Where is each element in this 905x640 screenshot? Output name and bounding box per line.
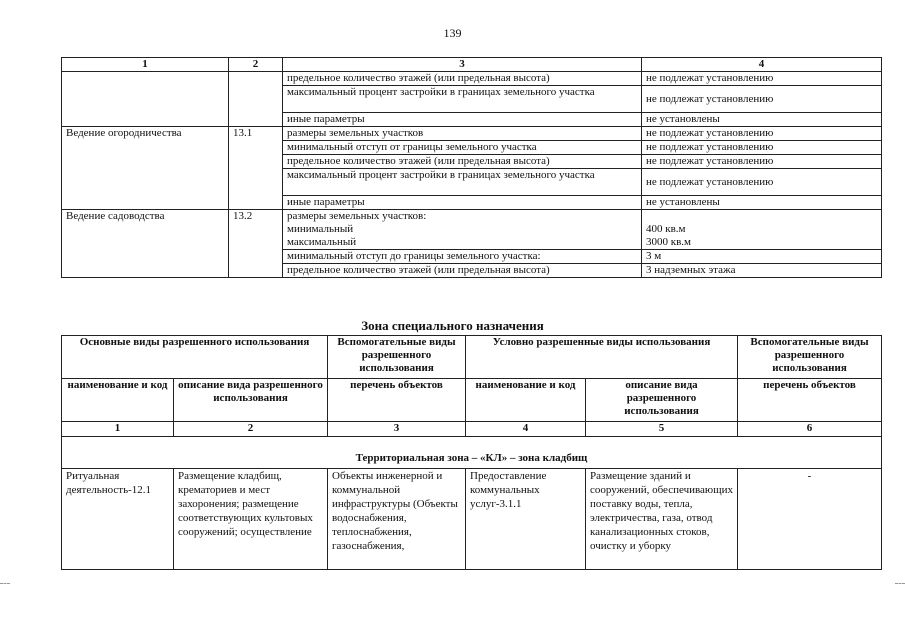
- sub-header-description: описание вида разрешенного использования: [586, 379, 738, 422]
- parameter-cell: максимальный процент застройки в границах земельного участка: [283, 169, 642, 196]
- table-row: [62, 210, 882, 250]
- column-number-row: [62, 422, 882, 437]
- crop-mark: [895, 583, 905, 584]
- use-description-cell: Размещение кладбищ, крематориев и мест захоронения; размещение соответствующих культовых сооружений; осуществление: [174, 469, 328, 570]
- parameter-cell: размеры земельных участков: [283, 127, 642, 141]
- sub-header-name-code: наименование и код: [466, 379, 586, 422]
- table-row: [62, 127, 882, 141]
- parameter-line: максимальный: [287, 236, 357, 248]
- group-header-row: [62, 336, 882, 379]
- parameter-cell: иные параметры: [283, 196, 642, 210]
- value-cell: не подлежат установлению: [642, 127, 882, 141]
- parameter-cell: [283, 210, 642, 250]
- value-line: 3000 кв.м: [646, 236, 691, 248]
- value-cell: 3 м: [642, 250, 882, 264]
- column-number: 6: [738, 422, 882, 437]
- column-number: 5: [586, 422, 738, 437]
- value-cell: не подлежат установлению: [642, 86, 882, 113]
- sub-header-description: описание вида разрешенного использования: [174, 379, 328, 422]
- parameters-table: [61, 57, 882, 278]
- parameter-cell: минимальный отступ от границы земельного участка: [283, 141, 642, 155]
- group-header-auxiliary: Вспомогательные виды разрешенного использования: [328, 336, 466, 379]
- table-header-row: [62, 58, 882, 72]
- value-cell: не подлежат установлению: [642, 169, 882, 196]
- zone-row: [62, 437, 882, 469]
- use-name-cell: Ритуальная деятельность-12.1: [62, 469, 174, 570]
- code-cell: [229, 72, 283, 127]
- value-cell: 3 надземных этажа: [642, 264, 882, 278]
- parameter-cell: предельное количество этажей (или предельная высота): [283, 72, 642, 86]
- column-number: 1: [62, 58, 229, 72]
- use-type-cell: Ведение садоводства: [62, 210, 229, 278]
- code-cell: 13.2: [229, 210, 283, 278]
- page-number: 139: [443, 26, 462, 40]
- column-number: 3: [328, 422, 466, 437]
- group-header-conditional: Условно разрешенные виды использования: [466, 336, 738, 379]
- value-cell: [642, 210, 882, 250]
- parameter-line: размеры земельных участков:: [287, 210, 427, 222]
- sub-header-row: [62, 379, 882, 422]
- use-type-cell: Ведение огородничества: [62, 127, 229, 210]
- use-type-cell: [62, 72, 229, 127]
- column-number: 1: [62, 422, 174, 437]
- parameter-line: минимальный: [287, 223, 354, 235]
- sub-header-objects: перечень объектов: [328, 379, 466, 422]
- parameter-cell: минимальный отступ до границы земельного участка:: [283, 250, 642, 264]
- table-row: [62, 72, 882, 86]
- zone-name: Территориальная зона – «КЛ» – зона кладбищ: [62, 437, 882, 469]
- group-header-auxiliary: Вспомогательные виды разрешенного использования: [738, 336, 882, 379]
- value-cell: не подлежат установлению: [642, 141, 882, 155]
- conditional-description-cell: Размещение зданий и сооружений, обеспечивающих поставку воды, тепла, электричества, газа, отвод канализационных стоков, очистку и уборку: [586, 469, 738, 570]
- auxiliary-objects-cell: -: [738, 469, 882, 570]
- objects-cell: Объекты инженерной и коммунальной инфраструктуры (Объекты водоснабжения, теплоснабжения, газоснабжения,: [328, 469, 466, 570]
- table-row: [62, 469, 882, 570]
- value-cell: не подлежат установлению: [642, 155, 882, 169]
- sub-header-name-code: наименование и код: [62, 379, 174, 422]
- value-cell: не установлены: [642, 196, 882, 210]
- column-number: 4: [642, 58, 882, 72]
- parameter-cell: предельное количество этажей (или предельная высота): [283, 155, 642, 169]
- conditional-use-cell: Предоставление коммунальных услуг-3.1.1: [466, 469, 586, 570]
- value-cell: не подлежат установлению: [642, 72, 882, 86]
- zone-title: Зона специального назначения: [361, 318, 544, 333]
- crop-mark: [0, 583, 10, 584]
- parameter-cell: иные параметры: [283, 113, 642, 127]
- column-number: 2: [229, 58, 283, 72]
- column-number: 4: [466, 422, 586, 437]
- column-number: 3: [283, 58, 642, 72]
- zone-table: [61, 335, 882, 570]
- group-header-basic: Основные виды разрешенного использования: [62, 336, 328, 379]
- parameter-cell: максимальный процент застройки в границах земельного участка: [283, 86, 642, 113]
- value-cell: не установлены: [642, 113, 882, 127]
- column-number: 2: [174, 422, 328, 437]
- sub-header-objects: перечень объектов: [738, 379, 882, 422]
- value-line: 400 кв.м: [646, 223, 686, 235]
- code-cell: 13.1: [229, 127, 283, 210]
- parameter-cell: предельное количество этажей (или предельная высота): [283, 264, 642, 278]
